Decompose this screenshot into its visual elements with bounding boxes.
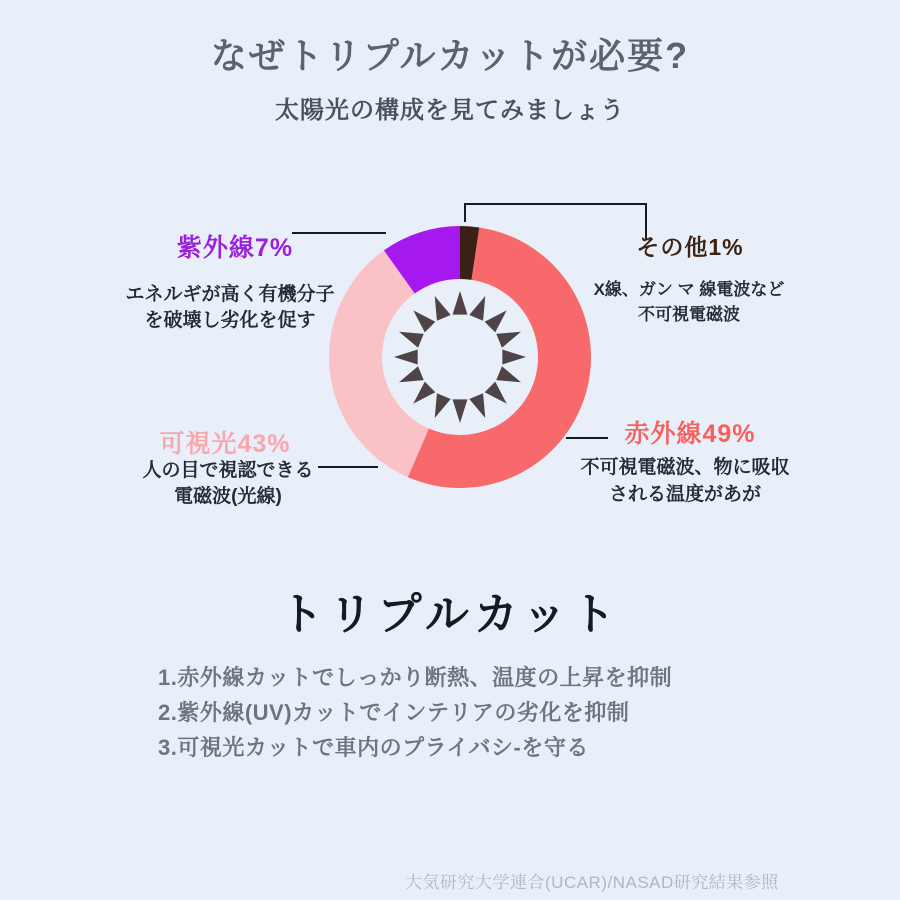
sun-ray [413,310,435,332]
uv-slice-label: 紫外線7% [176,234,294,262]
list-item: 1.赤外線カットでしっかり断熱、温度の上昇を抑制 [158,665,673,690]
other-slice-description [575,277,803,327]
sun-ray [496,332,521,348]
visible-description-line: 電磁波(光線) [174,486,282,507]
infrared-description-line: 不可視電磁波、物に吸収 [580,457,790,478]
sun-ray [399,366,424,382]
sun-ray [435,393,451,418]
visible-light-slice-label: 可視光43% [159,430,291,458]
visible-light-slice-description [115,458,341,510]
other-description-line: X線、ガン マ 線電波など [593,280,785,299]
sun-ray [413,382,435,404]
sun-ray [496,366,521,382]
page-subtitle: 太陽光の構成を見てみましょう [275,97,625,124]
infrared-description-line: される温度があが [608,484,761,505]
sun-ray [394,350,418,365]
page-title: なぜトリプルカットが必要? [210,35,690,76]
donut-slices [329,226,591,488]
list-item: 2.紫外線(UV)カットでインテリアの劣化を抑制 [158,700,630,725]
uv-description-line: を破壊し劣化を促す [144,310,316,331]
sun-ray [485,382,507,404]
sun-ray [469,393,485,418]
sun-ray [453,399,468,423]
sun-ray [399,332,424,348]
sun-ray [469,296,485,321]
sun-ray [453,291,468,315]
other-description-line: 不可視電磁波 [638,305,740,324]
uv-slice-description [105,282,355,334]
infrared-slice-label: 赤外線49% [624,420,756,448]
source-citation: 大気研究大学連合(UCAR)/NASAD研究結果参照 [405,873,779,892]
triple-cut-benefit-list [158,660,672,765]
sun-icon [394,291,526,423]
sun-ray [485,310,507,332]
triple-cut-heading: トリプルカット [279,590,621,639]
uv-description-line: エネルギが高く有機分子 [125,284,335,305]
list-item: 3.可視光カットで車内のプライバシ-を守る [158,735,589,760]
visible-description-line: 人の目で視認できる [142,460,314,481]
other-slice-label: その他1% [636,234,744,260]
sun-ray [435,296,451,321]
infrared-slice-description [568,454,802,508]
sun-ray [502,350,526,365]
